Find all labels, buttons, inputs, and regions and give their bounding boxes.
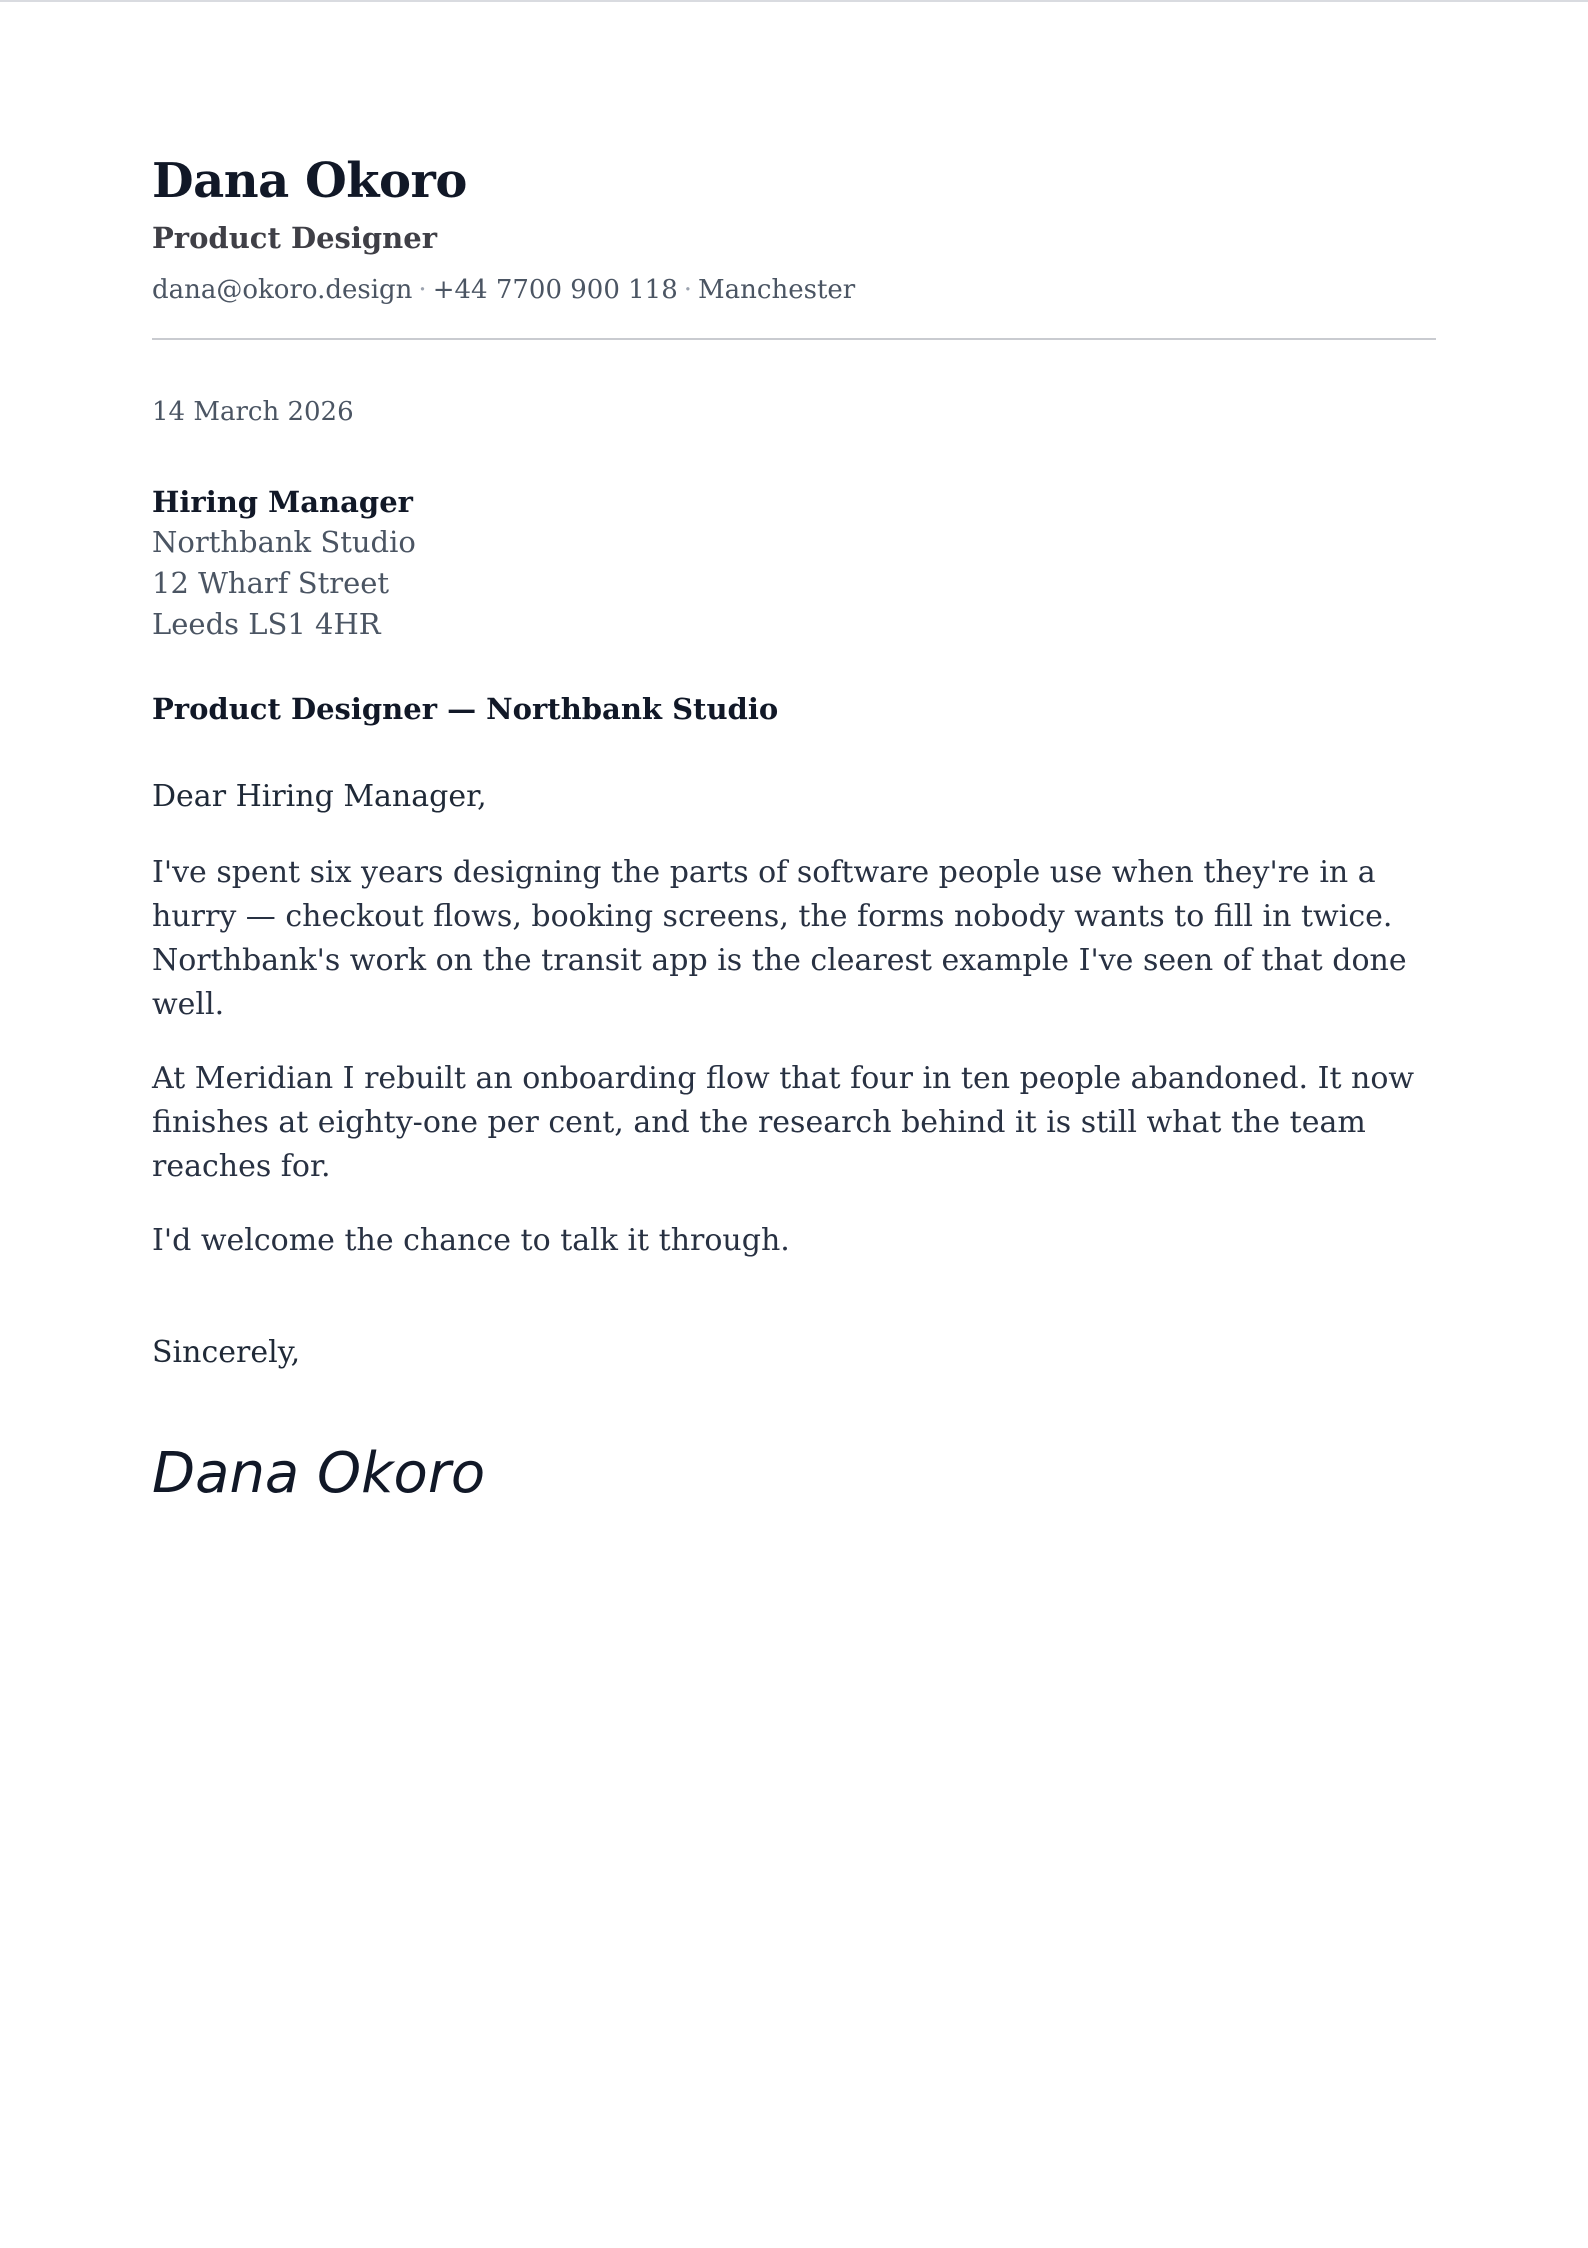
recipient-city: Leeds LS1 4HR xyxy=(152,607,381,641)
body-paragraph: I've spent six years designing the parts of software people use when they're in a hurry — checkout flows, booking screens, the forms nobody wants to fill in twice. Northbank's work on the transit app is the clearest example I've seen of that done well. xyxy=(152,855,1407,1022)
body-paragraph: At Meridian I rebuilt an onboarding flow that four in ten people abandoned. It now finishes at eighty-one per cent, and the research behind it is still what the team reaches for. xyxy=(152,1061,1415,1184)
sender-role: Product Designer xyxy=(152,221,437,255)
letter-subject: Product Designer — Northbank Studio xyxy=(152,692,779,726)
sender-city: Manchester xyxy=(698,275,856,305)
page-top-rule xyxy=(0,0,1588,2)
letter-header xyxy=(152,150,1436,308)
contact-separator: · xyxy=(418,275,427,305)
recipient-name: Hiring Manager xyxy=(152,485,413,519)
recipient-address xyxy=(152,482,1436,645)
sender-phone: +44 7700 900 118 xyxy=(432,275,678,305)
header-divider xyxy=(152,338,1436,340)
recipient-company: Northbank Studio xyxy=(152,525,416,559)
letter-date: 14 March 2026 xyxy=(152,397,354,427)
sender-contact xyxy=(152,272,1436,308)
signature: Dana Okoro xyxy=(152,1441,486,1506)
salutation: Dear Hiring Manager, xyxy=(152,779,487,814)
body-paragraph: I'd welcome the chance to talk it through. xyxy=(152,1223,790,1258)
letter-body xyxy=(152,851,1436,1263)
recipient-street: 12 Wharf Street xyxy=(152,566,390,600)
cover-letter xyxy=(152,150,1436,1509)
sender-name: Dana Okoro xyxy=(152,153,467,209)
contact-separator: · xyxy=(683,275,693,305)
closing: Sincerely, xyxy=(152,1335,301,1370)
sender-email: dana@okoro.design xyxy=(152,275,413,305)
